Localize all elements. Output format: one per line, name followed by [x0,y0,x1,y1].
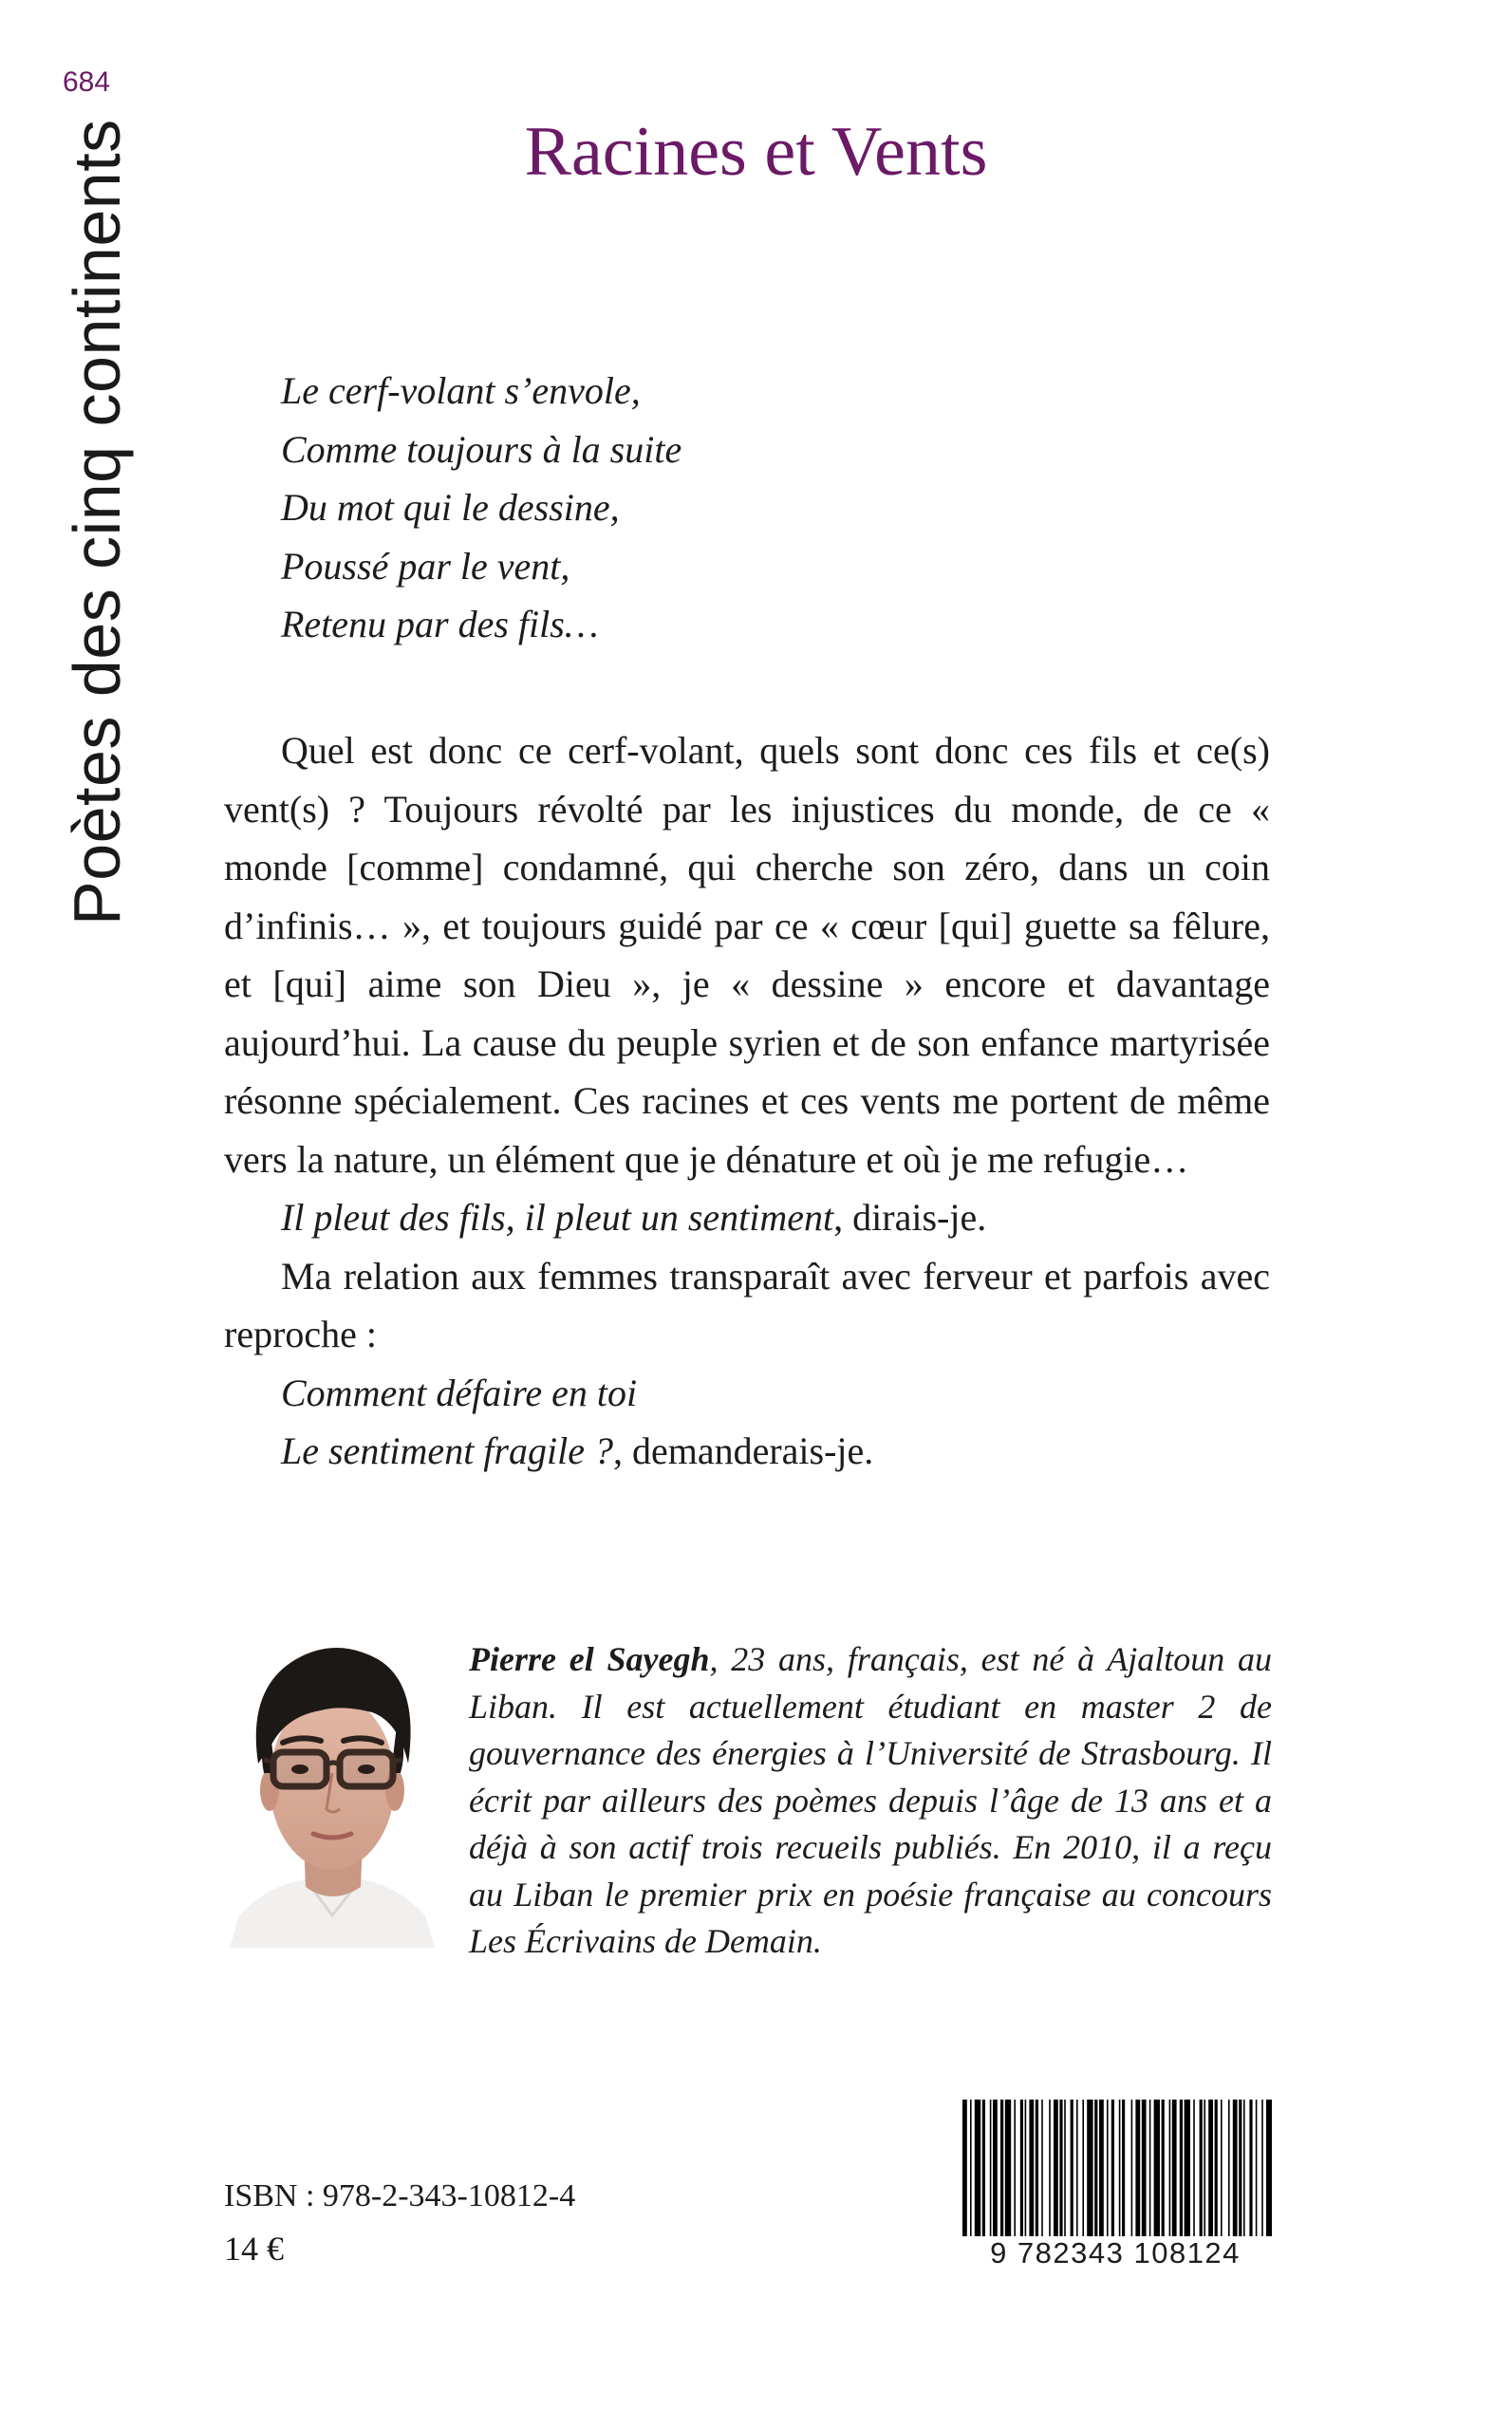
isbn: ISBN : 978-2-343-10812-4 [224,2178,576,2213]
quote-tail: , demanderais-je. [612,1429,874,1472]
author-bio-text: , 23 ans, français, est né à Ajaltoun au Liban. Il est actuellement étudiant en master 2 de gouvernance des énergies à l’Université de Strasbourg. Il écrit par ailleurs des poèmes depuis l’âge de 13 ans et a déjà à son actif trois recueils publiés. En 2010, il a reçu au Liban le premier prix en poésie française au concours Les Écrivains de Demain. [469,1640,1273,1960]
book-title [0,112,1512,193]
poem-line: Retenu par des fils… [281,603,599,645]
author-name: Pierre el Sayegh [469,1640,710,1678]
quote-italic: Comment défaire en toi [281,1371,638,1414]
blurb-paragraph: Quel est donc ce cerf-volant, quels sont donc ces fils et ce(s) vent(s) ? Toujours révolté par les injustices du monde, de ce « monde [comme] condamné, qui cherche son zéro, dans un coin d’infinis… », et toujours guidé par ce « cœur [qui] guette sa fêlure, et [qui] aime son Dieu », je « dessine » encore et davantage aujourd’hui. La cause du peuple syrien et de son enfance martyrisée résonne spécialement. Ces racines et ces vents me portent de même vers la nature, un élément que je dénature et où je me refugie… [224,729,1270,1181]
blurb-quote-1 [224,1188,1270,1247]
blurb [224,721,1270,1481]
blurb-paragraph: Ma relation aux femmes transparaît avec ferveur et parfois avec reproche : [224,1254,1270,1355]
quote-italic: Il pleut des fils, il pleut un sentiment [281,1196,834,1239]
poem-line: Comme toujours à la suite [281,427,682,471]
quote-tail: , dirais-je. [833,1196,987,1239]
barcode-digits: 9 782343 108124 [959,2236,1272,2270]
poem-line: Le cerf-volant s’envole, [281,369,641,412]
author-photo [230,1631,435,1948]
poem-line: Du mot qui le dessine, [281,486,620,529]
series-name: Poètes des cinq continents [60,119,134,925]
series-number: 684 [63,66,111,98]
price: 14 € [224,2230,284,2268]
blurb-quote-2-line-1 [224,1364,1270,1423]
author-bio [469,1636,1272,1966]
epigraph-poem [281,362,681,654]
blurb-quote-2-line-2 [224,1422,1270,1481]
book-title-text: Racines et Vents [524,113,988,191]
author-portrait-icon [230,1631,435,1948]
poem-line: Poussé par le vent, [281,544,570,588]
quote-italic: Le sentiment fragile ? [281,1429,613,1472]
